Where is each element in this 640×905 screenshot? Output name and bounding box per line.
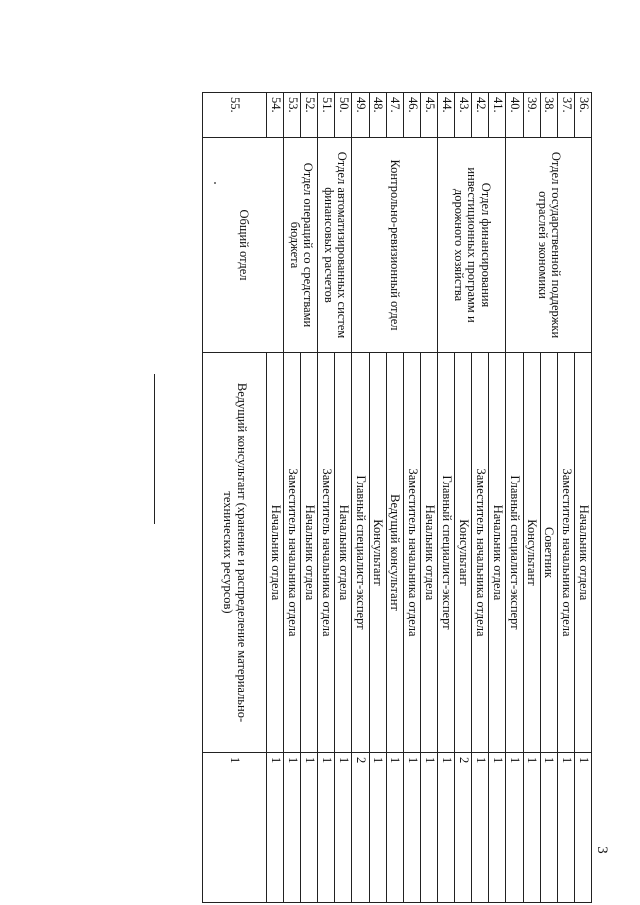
page-number: 3 [594, 846, 610, 854]
position-cell: Ведущий консультант (хранение и распределение материально-технических ресурсов) [203, 353, 267, 753]
row-number: 45. [420, 93, 437, 138]
position-cell: Главный специалист-эксперт [438, 353, 455, 753]
department-cell: Отдел операций со средствами бюджета [284, 138, 318, 353]
position-cell: Консультант [369, 353, 386, 753]
row-number: 54. [266, 93, 283, 138]
position-cell: Начальник отдела [574, 353, 591, 753]
count-cell: 1 [266, 753, 283, 903]
count-cell: 1 [386, 753, 403, 903]
table-row [489, 93, 506, 903]
row-number: 38. [540, 93, 557, 138]
count-cell: 1 [540, 753, 557, 903]
row-number: 40. [506, 93, 523, 138]
position-cell: Начальник отдела [266, 353, 283, 753]
row-number: 41. [489, 93, 506, 138]
department-cell: Контрольно-ревизионный отдел [352, 138, 438, 353]
row-number: 50. [335, 93, 352, 138]
count-cell: 1 [438, 753, 455, 903]
position-cell: Начальник отдела [301, 353, 318, 753]
position-cell: Начальник отдела [489, 353, 506, 753]
position-cell: Начальник отдела [420, 353, 437, 753]
count-cell: 1 [420, 753, 437, 903]
position-cell: Консультант [455, 353, 472, 753]
count-cell: 1 [489, 753, 506, 903]
count-cell: 1 [335, 753, 352, 903]
position-cell: Заместитель начальника отдела [318, 353, 335, 753]
position-cell: Консультант [523, 353, 540, 753]
row-number: 53. [284, 93, 301, 138]
count-cell: 1 [557, 753, 574, 903]
row-number: 52. [301, 93, 318, 138]
count-cell: 1 [318, 753, 335, 903]
count-cell: 1 [472, 753, 489, 903]
count-cell: 1 [301, 753, 318, 903]
count-cell: 1 [369, 753, 386, 903]
position-cell: Заместитель начальника отдела [472, 353, 489, 753]
row-number: 48. [369, 93, 386, 138]
department-cell: Отдел государственной поддержки отраслей экономики [506, 138, 592, 353]
count-cell: 2 [352, 753, 369, 903]
position-cell: Ведущий консультант [386, 353, 403, 753]
count-cell: 1 [506, 753, 523, 903]
position-cell: Начальник отдела [335, 353, 352, 753]
count-cell: 1 [523, 753, 540, 903]
row-number: 42. [472, 93, 489, 138]
row-number: 37. [557, 93, 574, 138]
row-number: 47. [386, 93, 403, 138]
row-number: 51. [318, 93, 335, 138]
count-cell: 1 [284, 753, 301, 903]
count-cell: 1 [203, 753, 267, 903]
table-row [301, 93, 318, 903]
position-cell: Главный специалист-эксперт [352, 353, 369, 753]
row-number: 36. [574, 93, 591, 138]
table-row [266, 93, 283, 903]
count-cell: 1 [574, 753, 591, 903]
row-number: 44. [438, 93, 455, 138]
position-cell: Заместитель начальника отдела [284, 353, 301, 753]
row-number: 49. [352, 93, 369, 138]
row-number: 43. [455, 93, 472, 138]
staff-table [202, 92, 592, 903]
rotated-page [202, 92, 592, 902]
row-number: 55. [203, 93, 267, 138]
count-cell: 2 [455, 753, 472, 903]
table-row [420, 93, 437, 903]
position-cell: Заместитель начальника отдела [557, 353, 574, 753]
row-number: 39. [523, 93, 540, 138]
department-cell: Отдел автоматизированных систем финансовых расчетов [318, 138, 352, 353]
table-row [335, 93, 352, 903]
department-cell: Общий отдел [203, 138, 284, 353]
department-cell: Отдел финансирования инвестиционных программ и дорожного хозяйства [438, 138, 506, 353]
count-cell: 1 [403, 753, 420, 903]
position-cell: Главный специалист-эксперт [506, 353, 523, 753]
staff-table-wrapper [202, 92, 592, 902]
position-cell: Заместитель начальника отдела [403, 353, 420, 753]
table-row [574, 93, 591, 903]
separator-line [154, 374, 155, 524]
row-number: 46. [403, 93, 420, 138]
position-cell: Советник [540, 353, 557, 753]
